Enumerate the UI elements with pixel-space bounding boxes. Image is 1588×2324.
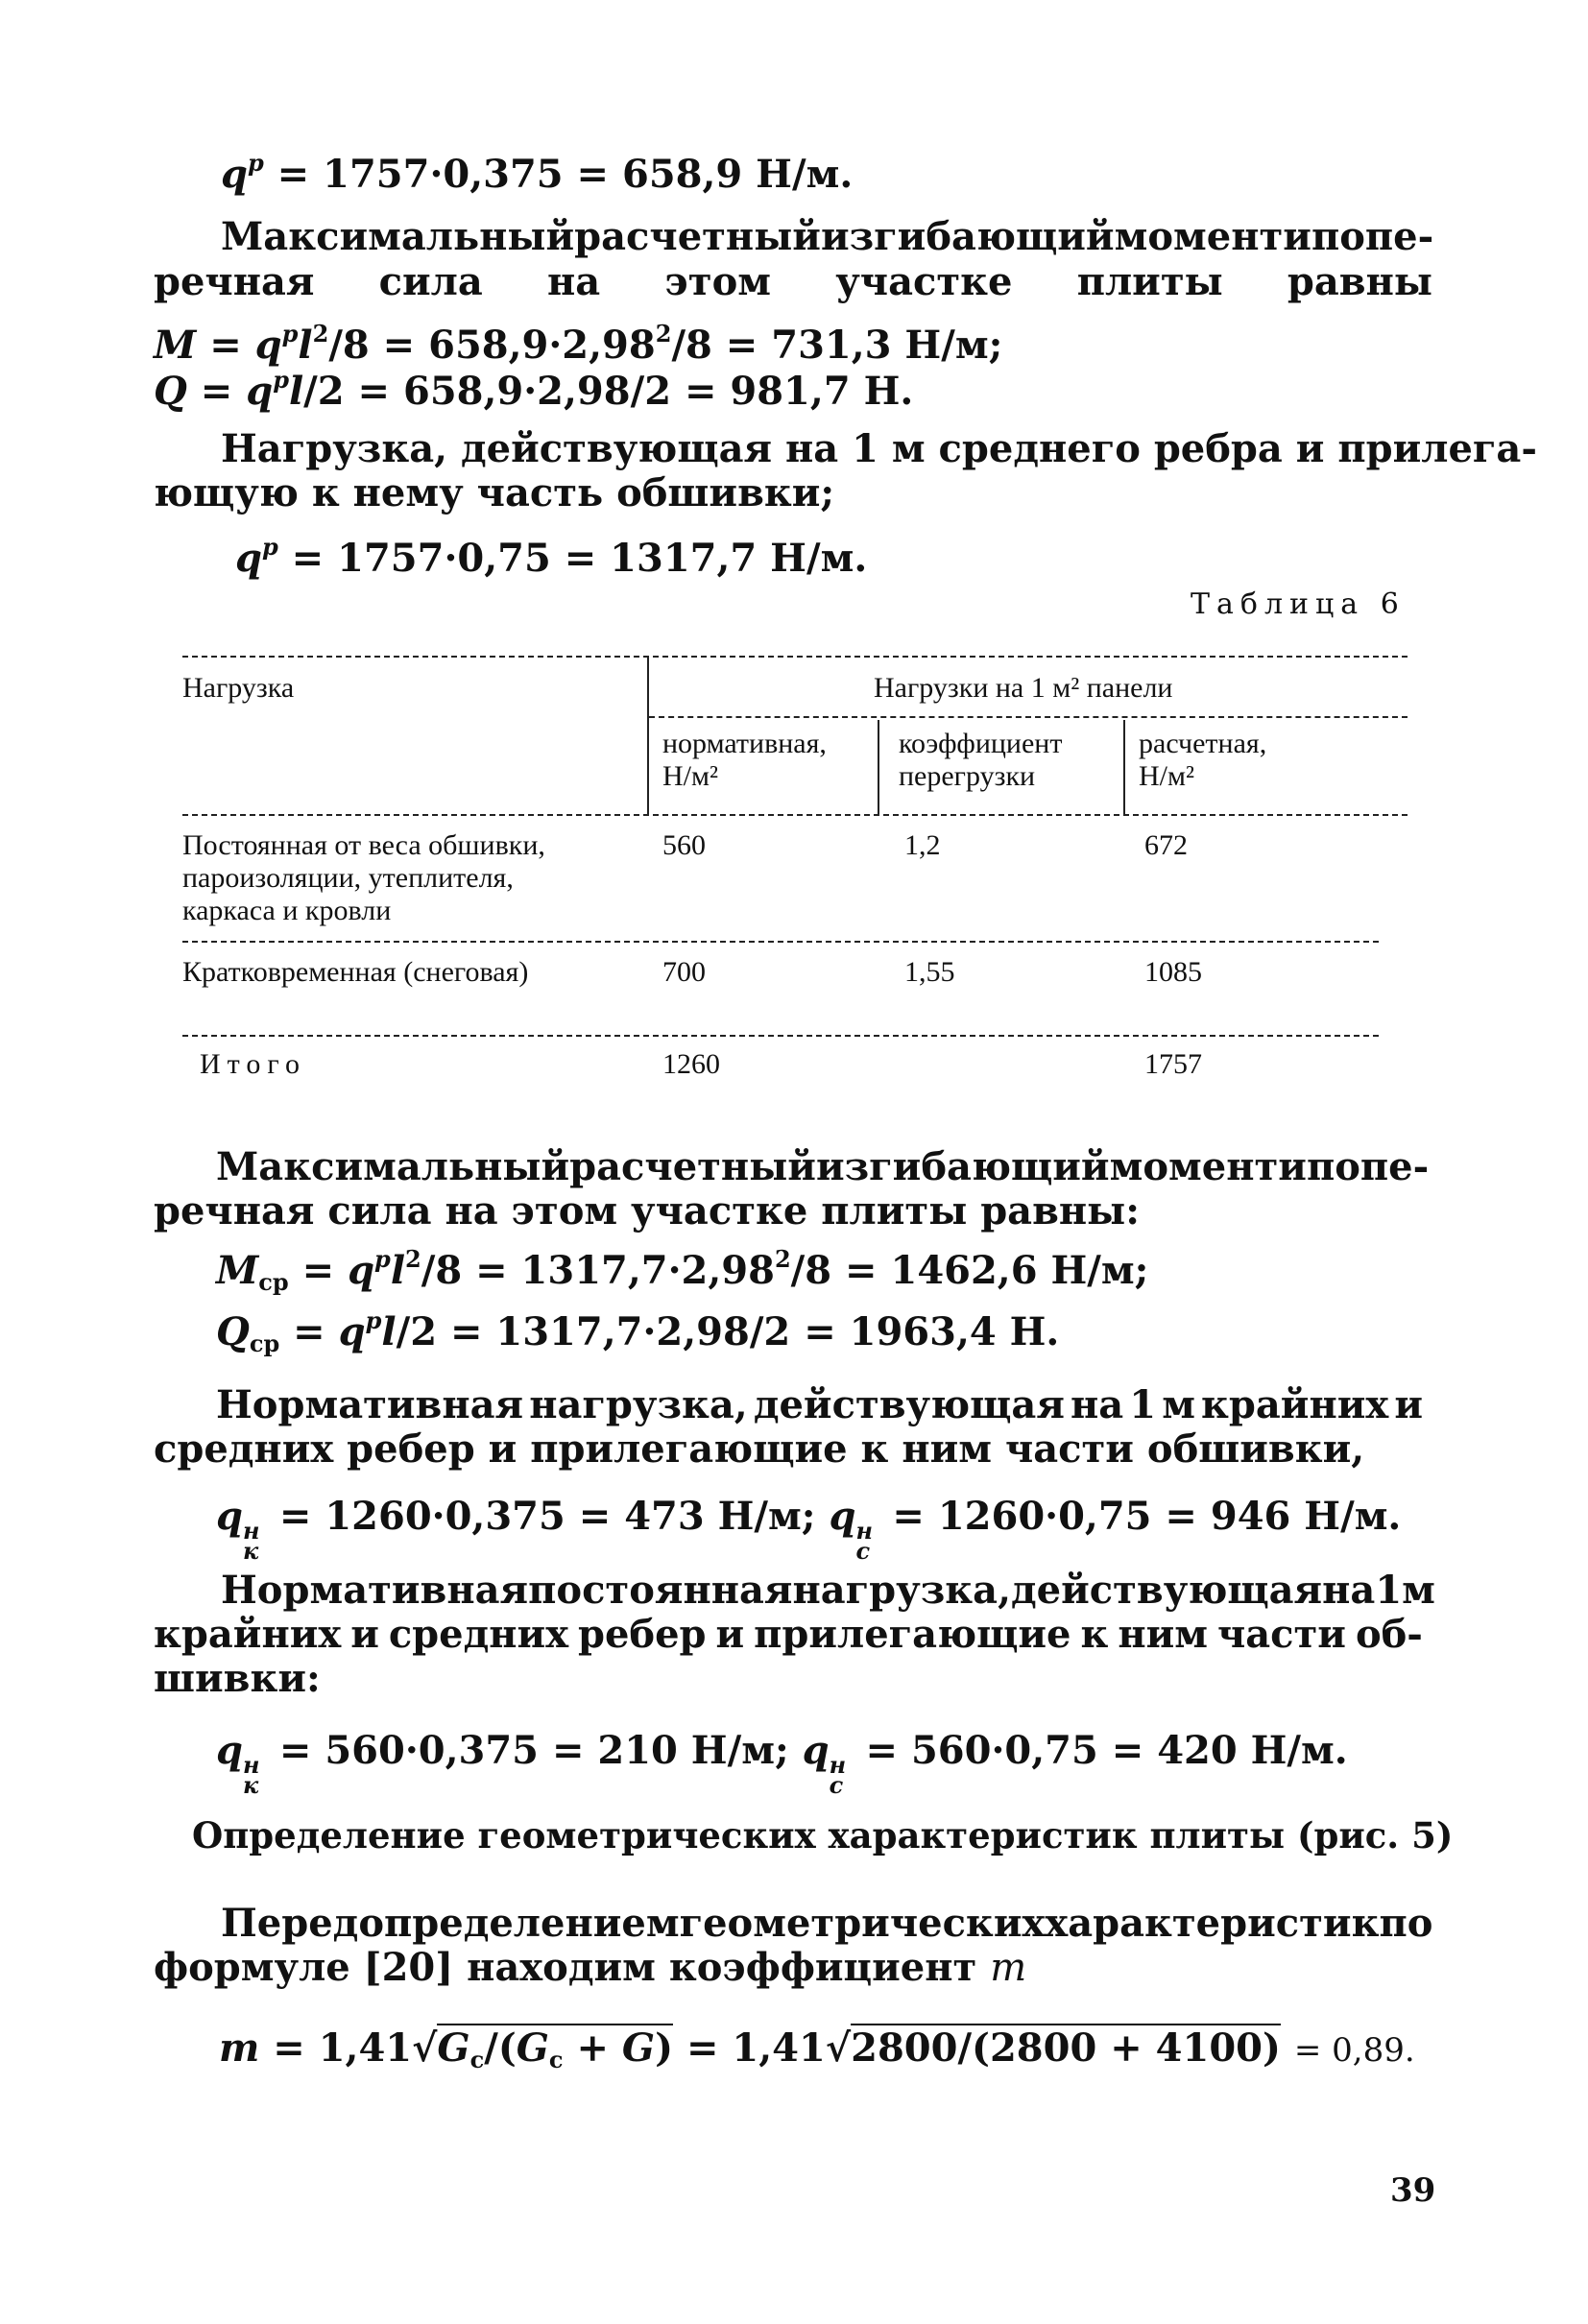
table-caption: Таблица 6 bbox=[1191, 587, 1406, 621]
formula-moment: $M = q^pl^2/8 = 658,9\cdot 2,98^2/8 = 731,3$ Н/м; bbox=[154, 320, 1003, 368]
table-row-permanent-design: 672 bbox=[1144, 829, 1188, 861]
paragraph-max-moment-mid-line1: Максимальный расчетный изгибающий момент и попе- bbox=[216, 1144, 1430, 1189]
table-row-permanent-normative: 560 bbox=[662, 829, 706, 861]
paragraph-before-geometry-line2: формуле [20] находим коэффициент m bbox=[154, 1945, 1027, 1990]
table-subheader-design-l1: расчетная, bbox=[1139, 728, 1267, 759]
paragraph-max-moment-edge-line2: речная сила на этом участке плиты равны bbox=[154, 259, 1432, 304]
formula-qp-mid: $q^p = 1757\cdot 0,75 = 1317,7$ Н/м. bbox=[235, 533, 868, 581]
formula-shear-mid: $Q_{ср} = q^pl/2 = 1317,7\cdot 2,98/2 = 1963,4$ Н. bbox=[216, 1306, 1060, 1358]
paragraph-load-mid-rib-line2: ющую к нему часть обшивки; bbox=[154, 470, 835, 515]
table-total-design: 1757 bbox=[1144, 1048, 1202, 1080]
formula-qp-edge: $q^p = 1757\cdot 0,375 = 658,9$ Н/м. bbox=[221, 149, 854, 197]
table-subheader-design-l2: Н/м² bbox=[1139, 760, 1194, 792]
paragraph-normative-permanent-line2: крайних и средних ребер и прилегающие к ним части об- bbox=[154, 1612, 1423, 1657]
page-number: 39 bbox=[1390, 2171, 1436, 2210]
formula-shear: $Q = q^pl/2 = 658,9\cdot 2,98/2 = 981,7$ Н. bbox=[154, 366, 914, 414]
paragraph-max-moment-mid-line2: речная сила на этом участке плиты равны: bbox=[154, 1188, 1141, 1234]
paragraph-normative-load-line2: средних ребер и прилегающие к ним части обшивки, bbox=[154, 1426, 1365, 1472]
table-total-normative: 1260 bbox=[662, 1048, 720, 1080]
section-heading: Определение геометрических характеристик плиты (рис. 5) bbox=[192, 1814, 1454, 1857]
table-total-label: Итого bbox=[200, 1048, 306, 1080]
table-header-load: Нагрузка bbox=[182, 672, 295, 704]
table-subheader-normative-l1: нормативная, bbox=[662, 728, 827, 759]
table-header-group: Нагрузки на 1 м² панели bbox=[874, 672, 1173, 704]
table-row-permanent-name-l3: каркаса и кровли bbox=[182, 895, 392, 926]
formula-moment-mid: $M_{ср} = q^pl^2/8 = 1317,7\cdot 2,98^2/8 = 1462,6$ Н/м; bbox=[216, 1245, 1149, 1297]
table-row-snow-name: Кратковременная (снеговая) bbox=[182, 956, 529, 988]
table-subheader-coefficient-l1: коэффициент bbox=[899, 728, 1063, 759]
table-subheader-normative-l2: Н/м² bbox=[662, 760, 718, 792]
table-subheader-coefficient-l2: перегрузки bbox=[899, 760, 1036, 792]
table-row-snow-coefficient: 1,55 bbox=[904, 956, 955, 988]
paragraph-max-moment-edge-line1: Максимальный расчетный изгибающий момент и попе- bbox=[221, 214, 1434, 259]
formula-qn-full: q н к = 1260·0,375 = 473 Н/м; q н с = 1260·0,75 = 946 Н/м. bbox=[216, 1494, 1402, 1566]
formula-qn-permanent: q н к = 560·0,375 = 210 Н/м; q н с = 560·0,75 = 420 Н/м. bbox=[216, 1728, 1348, 1800]
table-row-snow-normative: 700 bbox=[662, 956, 706, 988]
paragraph-normative-permanent-line3: шивки: bbox=[154, 1656, 321, 1701]
table-row-permanent-coefficient: 1,2 bbox=[904, 829, 941, 861]
paragraph-normative-permanent-line1: Нормативная постоянная нагрузка, действующая на 1 м bbox=[221, 1568, 1435, 1613]
formula-m-coefficient: $m = 1,41√G_с/(G_с + G) = 1,41√2800/(2800 + 4100) = 0,89$. bbox=[219, 2025, 1415, 2074]
paragraph-normative-load-line1: Нормативная нагрузка, действующая на 1 м крайних и bbox=[216, 1382, 1423, 1427]
table-row-permanent-name-l1: Постоянная от веса обшивки, bbox=[182, 829, 545, 861]
table-row-snow-design: 1085 bbox=[1144, 956, 1202, 988]
paragraph-load-mid-rib-line1: Нагрузка, действующая на 1 м среднего ребра и прилега- bbox=[221, 426, 1537, 471]
paragraph-before-geometry-line1: Перед определением геометрических характеристик по bbox=[221, 1901, 1433, 1946]
table-row-permanent-name-l2: пароизоляции, утеплителя, bbox=[182, 862, 514, 894]
